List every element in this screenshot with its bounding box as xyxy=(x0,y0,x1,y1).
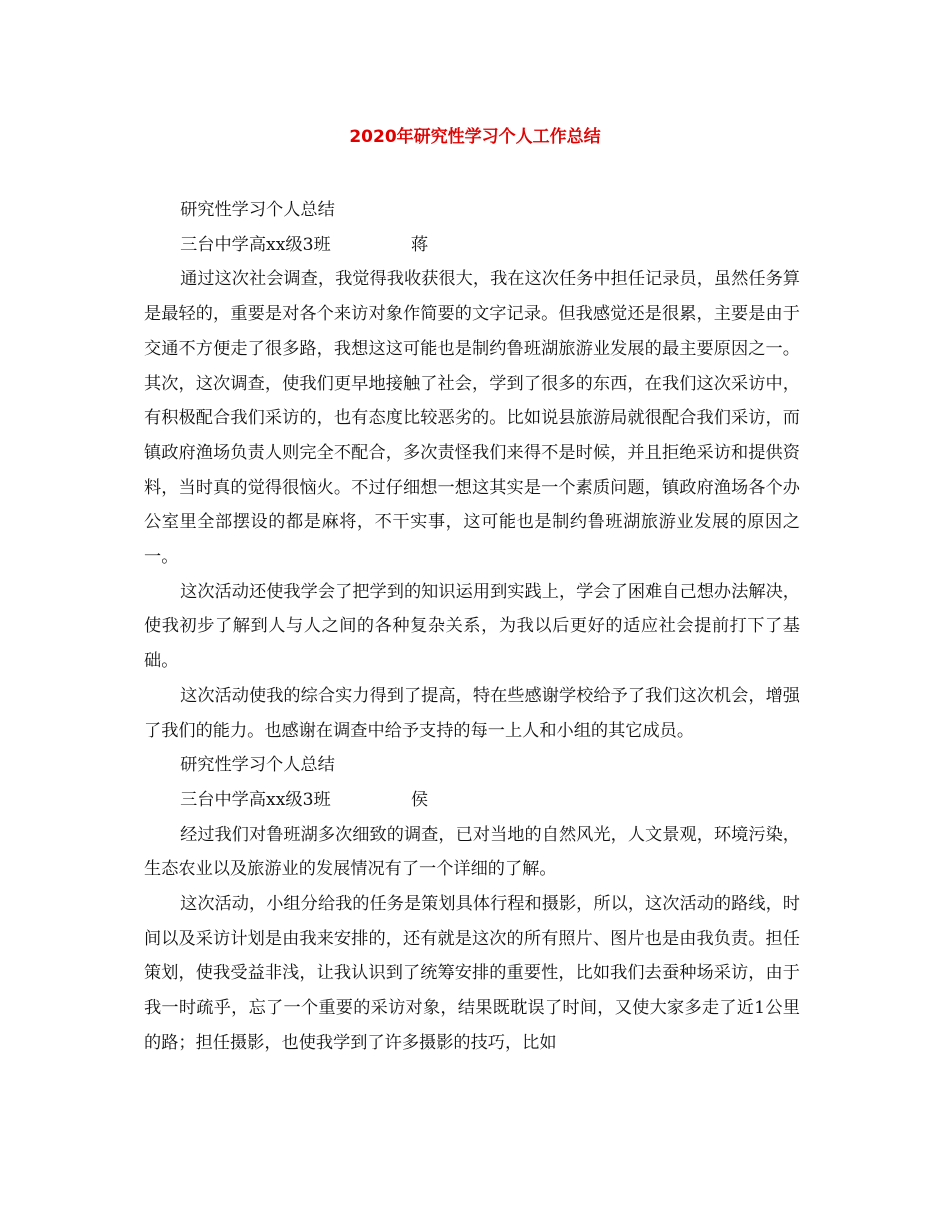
document-body xyxy=(144,193,800,1061)
section-heading: 研究性学习个人总结 xyxy=(180,755,335,776)
author-name: 蒋 xyxy=(410,234,429,255)
paragraph: 通过这次社会调查，我觉得我收获很大，我在这次任务中担任记录员，虽然任务算是最轻的，重要是对各个来访对象作简要的文字记录。但我感觉还是很累，主要是由于交通不方便走了很多路，我想这这可能也是制约鲁班湖旅游业发展的最主要原因之一。其次，这次调查，使我们更早地接触了社会，学到了很多的东西，在我们这次采访中，有积极配合我们采访的，也有态度比较恶劣的。比如说县旅游局就很配合我们采访，而镇政府渔场负责人则完全不配合，多次责怪我们来得不是时候，并且拒绝采访和提供资料，当时真的觉得很恼火。不过仔细想一想这其实是一个素质问题，镇政府渔场各个办公室里全部摆设的都是麻将，不干实事，这可能也是制约鲁班湖旅游业发展的原因之一。 xyxy=(144,269,800,568)
paragraph: 经过我们对鲁班湖多次细致的调查，已对当地的自然风光，人文景观，环境污染，生态农业以及旅游业的发展情况有了一个详细的了解。 xyxy=(144,824,800,880)
class-line: 三台中学高xx级3班 xyxy=(180,789,331,810)
document-title: 2020年研究性学习个人工作总结 xyxy=(349,127,601,147)
class-author-line xyxy=(144,228,800,263)
author-name: 侯 xyxy=(410,789,429,810)
paragraph: 这次活动还使我学会了把学到的知识运用到实践上，学会了困难自己想办法解决，使我初步了解到人与人之间的各种复杂关系，为我以后更好的适应社会提前打下了基础。 xyxy=(144,581,800,672)
paragraph: 这次活动，小组分给我的任务是策划具体行程和摄影，所以，这次活动的路线，时间以及采访计划是由我来安排的，还有就是这次的所有照片、图片也是由我负责。担任策划，使我受益非浅，让我认识到了统筹安排的重要性，比如我们去蚕种场采访，由于我一时疏乎，忘了一个重要的采访对象，结果既耽误了时间，又使大家多走了近1公里的路；担任摄影，也使我学到了许多摄影的技巧，比如 xyxy=(144,894,800,1053)
class-author-line xyxy=(144,783,800,818)
class-line: 三台中学高xx级3班 xyxy=(180,234,331,255)
paragraph: 这次活动使我的综合实力得到了提高，特在些感谢学校给予了我们这次机会，增强了我们的能力。也感谢在调查中给予支持的每一上人和小组的其它成员。 xyxy=(144,685,800,741)
section-heading: 研究性学习个人总结 xyxy=(180,200,335,220)
